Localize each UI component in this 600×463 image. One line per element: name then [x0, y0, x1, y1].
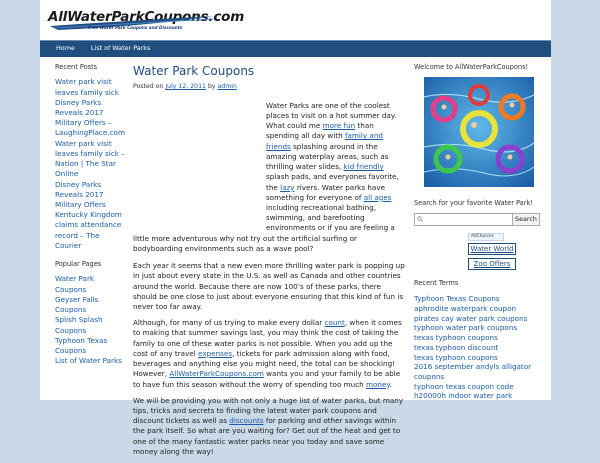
post-date-link[interactable]: July 12, 2011	[165, 83, 206, 91]
wave-icon	[48, 8, 218, 38]
right-sidebar	[414, 63, 540, 401]
list-item	[55, 315, 127, 335]
inline-link[interactable]: kid friendly	[343, 162, 384, 172]
search-label: Search for your favorite Water Park!	[414, 198, 533, 207]
post-title[interactable]: Water Park Coupons	[133, 64, 255, 78]
recent-term-link[interactable]: 2016 september andyls alligator coupons	[414, 362, 532, 382]
recent-post-link[interactable]: Kentucky Kingdom claims attendance record – The Courier	[55, 210, 122, 250]
recent-term-link[interactable]: texas typhoon coupons	[414, 333, 498, 343]
adchoices-badge[interactable]: AdChoices	[468, 233, 504, 241]
list-item	[414, 323, 540, 333]
inline-link[interactable]: money	[366, 379, 390, 389]
inline-link[interactable]: all ages	[363, 192, 392, 202]
post-image-placeholder	[133, 101, 266, 233]
recent-term-link[interactable]: texas typhoon coupons	[414, 352, 498, 362]
recent-post-link[interactable]: Water park visit leaves family sick – Nation | The Star Online	[55, 138, 125, 179]
search-form	[414, 213, 540, 227]
main-navigation	[40, 40, 551, 57]
list-item	[55, 336, 127, 356]
list-item	[414, 362, 540, 381]
site-logo[interactable]	[48, 8, 245, 38]
recent-term-link[interactable]: aphrodite waterpark coupon	[414, 304, 517, 314]
list-item	[55, 356, 127, 366]
water-park-photo	[424, 77, 534, 187]
popular-page-link[interactable]: Typhoon Texas Coupons	[55, 335, 108, 355]
list-item	[414, 391, 540, 401]
search-input[interactable]	[414, 213, 521, 226]
popular-page-link[interactable]: Water Park Coupons	[55, 274, 95, 294]
recent-term-link[interactable]: h20000h indoor water park	[414, 391, 513, 401]
list-item	[414, 382, 540, 392]
by-label: by	[207, 83, 216, 91]
list-item	[414, 294, 540, 304]
left-sidebar	[55, 63, 127, 366]
nav-home[interactable]: Home	[56, 44, 75, 52]
ad-button-water-world[interactable]: Water World	[468, 243, 516, 255]
list-item	[414, 333, 540, 343]
popular-pages-heading: Popular Pages	[55, 260, 102, 269]
inline-link[interactable]: lazy	[280, 182, 295, 192]
popular-pages-list	[55, 274, 127, 366]
welcome-heading: Welcome to AllWaterParkCoupons!	[414, 63, 529, 71]
recent-term-link[interactable]: typhoon texas coupon code	[414, 381, 514, 391]
recent-term-link[interactable]: typhoon water park coupons	[414, 323, 518, 333]
author-link[interactable]: admin	[217, 83, 237, 91]
recent-posts-heading: Recent Posts	[55, 63, 98, 71]
list-item	[414, 314, 540, 324]
popular-page-link[interactable]: Splish Splash Coupons	[55, 315, 103, 335]
list-item	[414, 304, 540, 314]
inline-link[interactable]: AllWaterParkCoupons.com	[169, 369, 264, 379]
main-content	[133, 63, 406, 463]
post-paragraph-4: We will be providing you with not only a huge list of water parks, but many tips, tricks and secrets to finding the latest water park coupons and discount tickets as well as discounts for parking and other savings within the park itself. So what are you waiting for? Get out of the heat and get to one of the many fantastic water parks near you today and save some money along the way!	[133, 395, 404, 456]
list-item	[55, 77, 127, 97]
list-item	[414, 343, 540, 353]
post-meta	[133, 83, 406, 92]
list-item	[55, 98, 127, 139]
post-paragraph-3: Although, for many of us trying to make every dollar count, when it comes to making that summer savings last, you may think the cost of taking the family to one of these water parks is not possible. When you add up the cost of any travel expenses, tickets for park admission along with food, beverages and anything else you might need, the total can be shocking! However, AllWaterParkCoupons.com wants you and your family to be able to have fun this season without the worry of spending too much money.	[133, 318, 402, 389]
list-item	[55, 210, 127, 251]
list-item	[55, 295, 127, 315]
recent-post-link[interactable]: Disney Parks Reveals 2017 Military Offers	[55, 179, 106, 209]
logo-text: AllWaterParkCoupons.com	[48, 9, 245, 25]
list-item	[55, 180, 127, 211]
post-paragraph-1: Water Parks are one of the coolest places to visit on a hot summer day. What could me more fun than spending all day with family and friends splashing around in the amazing waterplay areas, such as thrilling water slides, kid friendly splash pads, and everyones favorite, the lazy rivers. Water parks have something for everyone of all ages including recreational bathing, swimming, and barefooting environments or if you are feeling a little more adventurous why not try out the artificial surfing or bodyboarding environments such as a wave pool?	[133, 100, 399, 253]
search-icon	[417, 216, 423, 222]
site-header	[40, 0, 551, 40]
list-item	[55, 139, 127, 180]
recent-posts-list	[55, 77, 127, 251]
recent-term-link[interactable]: pirates cay water park coupons	[414, 313, 528, 323]
inline-link[interactable]: count	[324, 318, 345, 328]
list-item	[55, 274, 127, 294]
recent-post-link[interactable]: Disney Parks Reveals 2017 Military Offers – LaughingPlace.com	[55, 97, 125, 138]
inline-link[interactable]: discounts	[229, 416, 264, 426]
posted-on-label: Posted on	[133, 83, 164, 91]
inline-link[interactable]: expenses	[198, 348, 233, 358]
nav-list-of-water-parks[interactable]: List of Water Parks	[90, 44, 151, 52]
inline-link[interactable]: more fun	[322, 121, 356, 131]
recent-term-link[interactable]: Typhoon Texas Coupons	[414, 294, 500, 304]
recent-terms-list	[414, 294, 540, 401]
popular-page-link[interactable]: List of Water Parks	[55, 356, 122, 366]
site-tagline: Free Water Park Coupons and Discounts	[88, 25, 183, 30]
popular-page-link[interactable]: Geyser Falls Coupons	[55, 294, 99, 315]
inline-link[interactable]: family and friends	[266, 131, 383, 151]
recent-post-link[interactable]: Water park visit leaves family sick	[55, 77, 119, 97]
ad-button-zoo-offers[interactable]: Zoo Offers	[468, 258, 516, 270]
post-paragraph-2: Each year it seems that a new even more thrilling water park is popping up in just about every state in the U.S. as well as Canada and other countries around the world. Because there are now 100’s of these parks, there should be one close to just about everyone ensuring that this kind of fun is never too far away.	[133, 261, 405, 311]
search-button[interactable]: Search	[512, 213, 540, 226]
list-item	[414, 353, 540, 363]
recent-terms-heading: Recent Terms	[414, 278, 459, 287]
page-wrapper	[40, 0, 551, 456]
recent-term-link[interactable]: texas typhoon discount	[414, 342, 499, 352]
